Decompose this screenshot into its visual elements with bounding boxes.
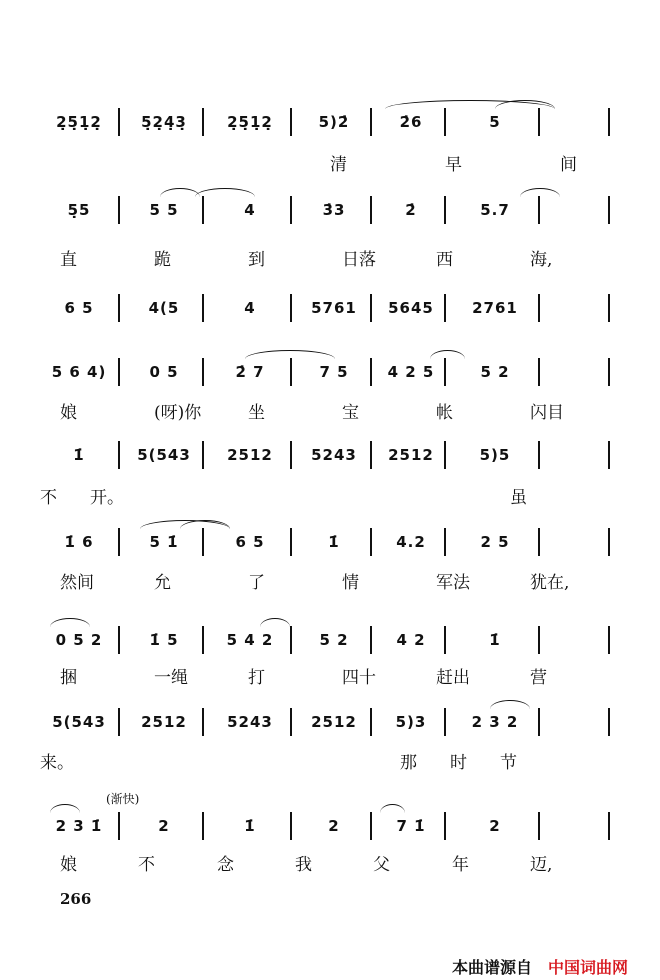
score-system-5: [40, 435, 620, 475]
lyric-syllable: 营: [530, 668, 547, 688]
lyric-syllable: 帐: [436, 403, 453, 423]
barline: [608, 108, 610, 136]
lyric-syllable: (呀)你: [154, 403, 202, 423]
score-system-7: [40, 620, 620, 660]
barline: [202, 294, 204, 322]
lyric-syllable: 了: [248, 573, 265, 593]
measure-3: 4: [244, 299, 256, 317]
lyric-syllable: 节: [500, 753, 517, 773]
barline: [444, 294, 446, 322]
barline: [370, 626, 372, 654]
page-number: 266: [60, 890, 92, 908]
notation-row: [40, 522, 620, 562]
measure-2: 2: [158, 817, 170, 835]
lyrics-row: [40, 150, 620, 180]
lyric-syllable: 允: [154, 573, 171, 593]
barline: [538, 196, 540, 224]
lyric-syllable: 清: [330, 155, 347, 175]
lyrics-row: [40, 398, 620, 428]
source-credit[interactable]: [452, 955, 628, 978]
barline: [370, 708, 372, 736]
lyric-syllable: 直: [60, 250, 77, 270]
barline: [444, 108, 446, 136]
lyrics-row: [40, 483, 620, 513]
barline: [202, 358, 204, 386]
barline: [290, 108, 292, 136]
source-site-link[interactable]: 中国词曲网: [548, 958, 629, 977]
barline: [202, 528, 204, 556]
measure-3: 1̇: [244, 817, 256, 835]
lyrics-row: [40, 850, 620, 880]
barline: [608, 358, 610, 386]
lyric-syllable: 日落: [342, 250, 376, 270]
lyric-syllable: 到: [248, 250, 265, 270]
barline: [118, 812, 120, 840]
barline: [370, 812, 372, 840]
barline: [608, 441, 610, 469]
measure-2: 5(543: [137, 446, 191, 464]
measure-6: 5 2: [480, 363, 510, 381]
measure-2: 2512: [141, 713, 187, 731]
lyric-syllable: 四十: [342, 668, 376, 688]
lyric-syllable: 一绳: [154, 668, 188, 688]
barline: [202, 626, 204, 654]
measure-4: 5 2: [319, 631, 349, 649]
measure-4: 3̇3: [322, 201, 346, 219]
measure-1: 5̣5: [67, 201, 91, 219]
measure-1: 1̇ 6: [64, 533, 94, 551]
barline: [444, 626, 446, 654]
barline: [608, 812, 610, 840]
notation-row: [40, 435, 620, 475]
barline: [608, 196, 610, 224]
measure-6: 1̇: [489, 631, 501, 649]
barline: [290, 708, 292, 736]
measure-1: 0 5 2: [55, 631, 103, 649]
barline: [118, 708, 120, 736]
lyric-syllable: 来。: [40, 753, 74, 773]
measure-6: 5: [489, 113, 501, 131]
lyric-syllable: 父: [373, 855, 390, 875]
measure-3: 4: [244, 201, 256, 219]
measure-6: 2 5: [480, 533, 510, 551]
barline: [538, 294, 540, 322]
barline: [538, 358, 540, 386]
barline: [370, 441, 372, 469]
score-system-6: [40, 522, 620, 562]
tempo-mark: (渐快): [106, 792, 140, 806]
measure-5: 5)3: [395, 713, 427, 731]
barline: [202, 441, 204, 469]
barline: [118, 358, 120, 386]
lyrics-row: [40, 663, 620, 693]
lyrics-row: [40, 748, 620, 778]
barline: [290, 441, 292, 469]
measure-2: 4(5: [148, 299, 180, 317]
barline: [370, 196, 372, 224]
barline: [444, 196, 446, 224]
lyrics-row: [40, 245, 620, 275]
barline: [118, 626, 120, 654]
barline: [118, 196, 120, 224]
measure-5: 4 2 5: [387, 363, 435, 381]
measure-5: 2̇6: [399, 113, 423, 131]
measure-4: 2: [328, 817, 340, 835]
lyric-syllable: 赶出: [436, 668, 470, 688]
measure-4: 5)2̇: [318, 113, 350, 131]
barline: [202, 196, 204, 224]
barline: [118, 441, 120, 469]
notation-row: [40, 806, 620, 846]
barline: [202, 108, 204, 136]
barline: [608, 528, 610, 556]
barline: [444, 708, 446, 736]
score-system-8: [40, 702, 620, 742]
lyric-syllable: 开。: [90, 488, 124, 508]
measure-3: 2512: [227, 446, 273, 464]
barline: [538, 626, 540, 654]
lyric-syllable: 早: [445, 155, 462, 175]
barline: [370, 108, 372, 136]
measure-3: 6 5: [235, 533, 265, 551]
barline: [290, 196, 292, 224]
measure-1: 2̣5̣1̣2̣: [56, 113, 102, 131]
barline: [538, 708, 540, 736]
barline: [370, 528, 372, 556]
lyric-syllable: 情: [342, 573, 359, 593]
measure-3: 5 4 2: [226, 631, 274, 649]
barline: [118, 294, 120, 322]
measure-2: 5 1̇: [149, 533, 179, 551]
notation-row: [40, 620, 620, 660]
lyric-syllable: 迈,: [530, 855, 553, 875]
lyric-syllable: 不: [138, 855, 155, 875]
measure-1: 2 3 1̇: [55, 817, 103, 835]
measure-5: 4.2: [396, 533, 426, 551]
barline: [444, 441, 446, 469]
lyric-syllable: 闪目: [530, 403, 564, 423]
measure-5: 2̇: [405, 201, 417, 219]
measure-5: 5645: [388, 299, 434, 317]
source-label: 本曲谱源自: [452, 958, 533, 977]
lyric-syllable: 捆: [60, 668, 77, 688]
measure-3: 5243: [227, 713, 273, 731]
measure-1: 5(543: [52, 713, 106, 731]
lyrics-row: [40, 568, 620, 598]
barline: [290, 358, 292, 386]
barline: [608, 294, 610, 322]
lyric-syllable: 那: [400, 753, 417, 773]
barline: [608, 626, 610, 654]
measure-5: 4 2: [396, 631, 426, 649]
lyric-syllable: 间: [560, 155, 577, 175]
barline: [290, 528, 292, 556]
measure-4: 7 5: [319, 363, 349, 381]
measure-4: 2512: [311, 713, 357, 731]
barline: [370, 294, 372, 322]
measure-6: 2: [489, 817, 501, 835]
barline: [538, 441, 540, 469]
measure-3: 2̣5̣1̣2̣: [227, 113, 273, 131]
notation-row: [40, 702, 620, 742]
barline: [118, 108, 120, 136]
barline: [538, 812, 540, 840]
barline: [608, 708, 610, 736]
measure-4: 5243: [311, 446, 357, 464]
lyric-syllable: 西: [436, 250, 453, 270]
measure-2: 5̣2̣4̣3̣: [141, 113, 187, 131]
lyric-syllable: 时: [450, 753, 467, 773]
barline: [538, 528, 540, 556]
score-system-9: [40, 806, 620, 846]
measure-2: 1̇ 5: [149, 631, 179, 649]
barline: [444, 812, 446, 840]
measure-5: 7 1̇: [396, 817, 426, 835]
lyric-syllable: 娘: [60, 855, 77, 875]
lyric-syllable: 念: [217, 855, 234, 875]
lyric-syllable: 打: [248, 668, 265, 688]
barline: [202, 812, 204, 840]
measure-1: 1̇: [73, 446, 85, 464]
lyric-syllable: 然间: [60, 573, 94, 593]
measure-5: 2512: [388, 446, 434, 464]
notation-row: [40, 288, 620, 328]
measure-3: 2̇ 7: [235, 363, 265, 381]
lyric-syllable: 跪: [154, 250, 171, 270]
measure-2: 5 5: [149, 201, 179, 219]
barline: [370, 358, 372, 386]
barline: [444, 358, 446, 386]
lyric-syllable: 海,: [530, 250, 553, 270]
barline: [290, 812, 292, 840]
lyric-syllable: 犹在,: [530, 573, 570, 593]
score-system-3: [40, 288, 620, 328]
lyric-syllable: 年: [452, 855, 469, 875]
measure-1: 6 5: [64, 299, 94, 317]
measure-4: 1̇: [328, 533, 340, 551]
measure-1: 5 6 4): [51, 363, 107, 381]
lyric-syllable: 娘: [60, 403, 77, 423]
lyric-syllable: 军法: [436, 573, 470, 593]
barline: [444, 528, 446, 556]
barline: [202, 708, 204, 736]
lyric-syllable: 我: [295, 855, 312, 875]
barline: [538, 108, 540, 136]
lyric-syllable: 不: [40, 488, 57, 508]
measure-6: 5.7: [480, 201, 510, 219]
measure-4: 5761: [311, 299, 357, 317]
lyric-syllable: 虽: [510, 488, 527, 508]
measure-6: 2761: [472, 299, 518, 317]
lyric-syllable: 宝: [342, 403, 359, 423]
barline: [290, 626, 292, 654]
measure-6: 5)5: [479, 446, 511, 464]
lyric-syllable: 坐: [248, 403, 265, 423]
measure-6: 2 3 2: [471, 713, 519, 731]
barline: [290, 294, 292, 322]
measure-2: 0 5: [149, 363, 179, 381]
barline: [118, 528, 120, 556]
